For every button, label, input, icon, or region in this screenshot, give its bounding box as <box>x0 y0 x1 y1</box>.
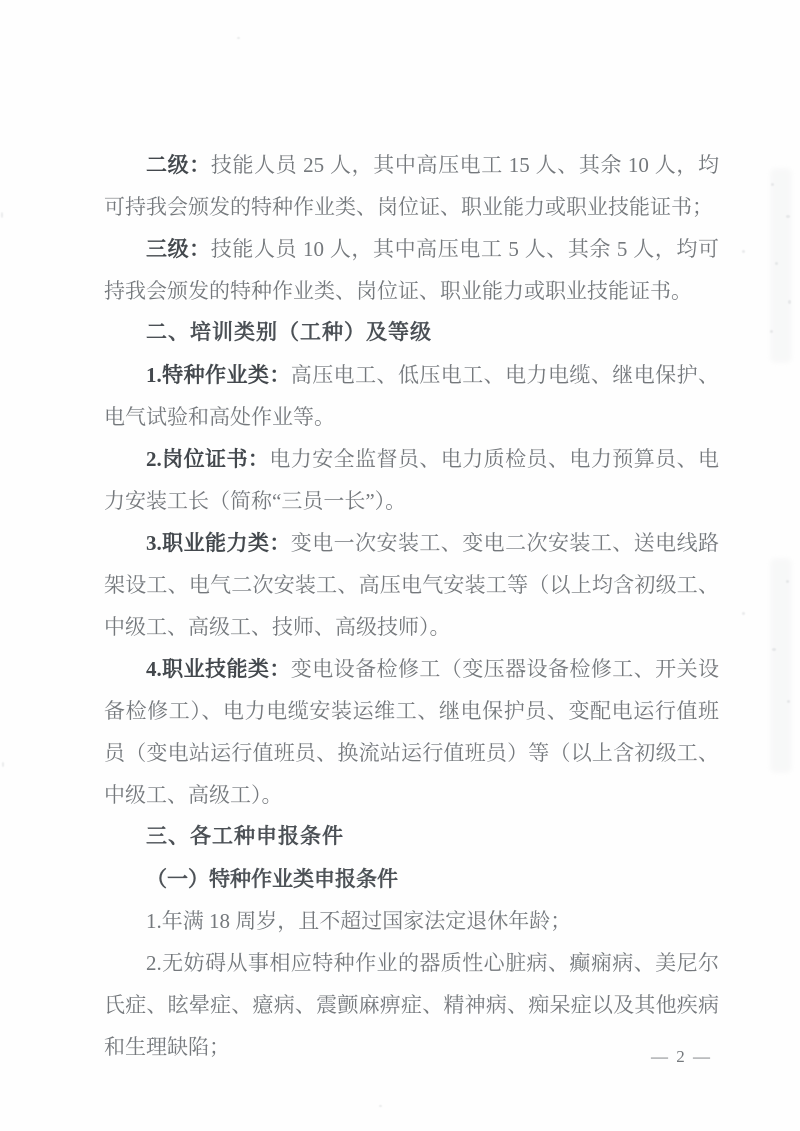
scan-artifact <box>770 168 792 363</box>
paragraph-text: 高压电工、低压电工、电力电缆、继电保护、电气试验和高处作业等。 <box>104 363 720 429</box>
paragraph-text: 1.年满 18 周岁，且不超过国家法定退休年龄； <box>146 909 572 933</box>
paragraph-level2 <box>104 144 719 228</box>
document-body <box>104 144 719 1068</box>
scan-artifact <box>772 648 776 651</box>
paragraph-text: 电力安全监督员、电力质检员、电力预算员、电力安装工长（简称“三员一长”）。 <box>104 447 720 513</box>
scan-artifact <box>742 612 745 615</box>
scan-artifact <box>770 330 773 333</box>
paragraph-lead: 3.职业能力类： <box>146 531 291 555</box>
scan-artifact <box>379 1105 382 1107</box>
paragraph-condition-1 <box>104 900 719 942</box>
paragraph-lead: 二级： <box>146 153 211 177</box>
scan-artifact <box>786 580 789 583</box>
paragraph-item-2 <box>104 438 719 522</box>
paragraph-text: 技能人员 10 人，其中高压电工 5 人、其余 5 人，均可持我会颁发的特种作业类、岗位证、职业能力或职业技能证书。 <box>104 237 720 303</box>
subsection-heading-1: （一）特种作业类申报条件 <box>146 867 398 891</box>
paragraph-text: 变电一次安装工、变电二次安装工、送电线路架设工、电气二次安装工、高压电气安装工等（以上均含初级工、中级工、高级工、技师、高级技师）。 <box>104 531 720 639</box>
paragraph-text: 技能人员 25 人，其中高压电工 15 人、其余 10 人，均可持我会颁发的特种作业类、岗位证、职业能力或职业技能证书； <box>104 153 720 219</box>
scan-artifact <box>237 37 240 39</box>
paragraph-lead: 三级： <box>146 237 211 261</box>
paragraph-item-3 <box>104 522 719 648</box>
paragraph-text: 变电设备检修工（变压器设备检修工、开关设备检修工）、电力电缆安装运维工、继电保护员、变配电运行值班员（变电站运行值班员、换流站运行值班员）等（以上含初级工、中级工、高级工）。 <box>104 657 720 807</box>
scan-artifact <box>775 262 778 265</box>
scan-artifact <box>771 183 774 186</box>
scan-artifact <box>787 700 790 703</box>
paragraph-lead: 2.岗位证书： <box>146 447 270 471</box>
scan-artifact <box>1 212 3 218</box>
scan-artifact <box>770 558 792 773</box>
paragraph-condition-2 <box>104 942 719 1068</box>
paragraph-lead: 4.职业技能类： <box>146 657 291 681</box>
scan-artifact <box>788 300 791 304</box>
scan-artifact <box>786 215 790 218</box>
paragraph-text: 2.无妨碍从事相应特种作业的器质性心脏病、癫痫病、美尼尔氏症、眩晕症、癔病、震颤麻痹症、精神病、痴呆症以及其他疾病和生理缺陷； <box>104 951 719 1059</box>
paragraph-item-1 <box>104 354 719 438</box>
paragraph-item-4 <box>104 648 719 816</box>
section-heading-3: 三、各工种申报条件 <box>146 825 344 848</box>
paragraph-level3 <box>104 228 719 312</box>
section-heading-2: 二、培训类别（工种）及等级 <box>146 321 432 344</box>
page-number: — 2 — <box>651 1047 712 1066</box>
scan-artifact <box>742 250 745 253</box>
scan-artifact <box>2 762 4 767</box>
paragraph-lead: 1.特种作业类： <box>146 363 291 387</box>
